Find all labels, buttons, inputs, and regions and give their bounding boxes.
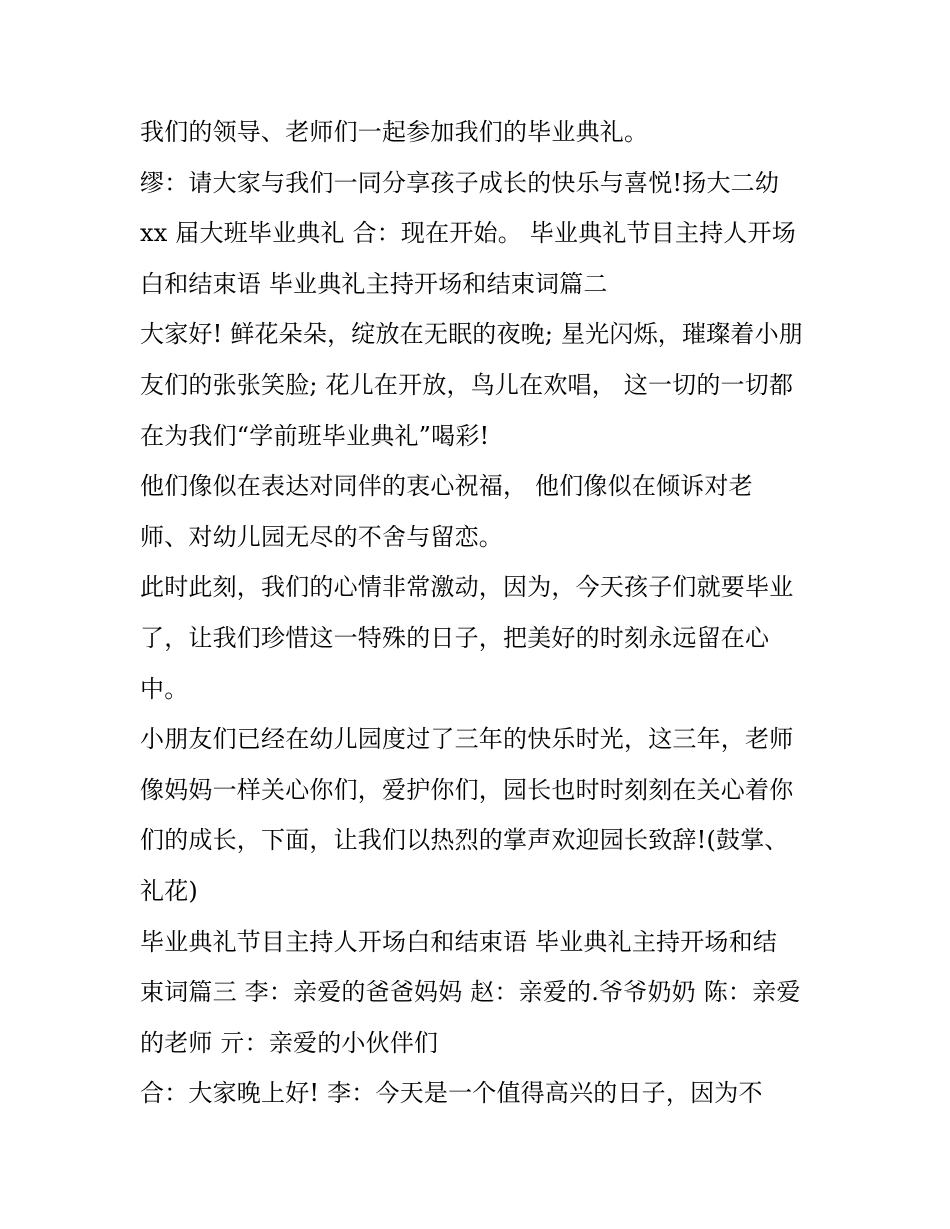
text-line: 束词篇三 李：亲爱的爸爸妈妈 赵：亲爱的.爷爷奶奶 陈：亲爱 [140, 978, 801, 1007]
text-line: 在为我们“学前班毕业典礼”喝彩! [140, 421, 490, 450]
text-line: 他们像似在表达对同伴的衷心祝福， 他们像似在倾诉对老 [140, 472, 753, 501]
text-line: 小朋友们已经在幼儿园度过了三年的快乐时光，这三年，老师 [140, 725, 794, 754]
text-line: 缪：请大家与我们一同分享孩子成长的快乐与喜悦!扬大二幼 [140, 168, 780, 197]
text-line: xx 届大班毕业典礼 合：现在开始。 毕业典礼节目主持人开场 [140, 219, 796, 248]
text-line: 礼花) [140, 876, 198, 905]
text-line: 像妈妈一样关心你们，爱护你们，园长也时时刻刻在关心着你 [140, 775, 794, 804]
text-line: 了，让我们珍惜这一特殊的日子，把美好的时刻永远留在心 [140, 623, 770, 652]
text-line: 中。 [140, 674, 189, 703]
text-line: 白和结束语 毕业典礼主持开场和结束词篇二 [140, 269, 608, 298]
text-line: 此时此刻，我们的心情非常激动，因为，今天孩子们就要毕业 [140, 573, 794, 602]
text-line: 毕业典礼节目主持人开场白和结束语 毕业典礼主持开场和结 [140, 927, 778, 956]
text-line: 的老师 亓：亲爱的小伙伴们 [140, 1028, 439, 1057]
document-body [140, 107, 840, 1119]
text-line: 大家好! 鲜花朵朵，绽放在无眠的夜晚; 星光闪烁，璀璨着小朋 [140, 320, 803, 349]
text-line: 合：大家晚上好! 李：今天是一个值得高兴的日子，因为不 [140, 1079, 763, 1108]
text-line: 我们的领导、老师们一起参加我们的毕业典礼。 [140, 118, 649, 146]
text-line: 师、对幼儿园无尽的不舍与留恋。 [140, 522, 503, 551]
text-line: 们的成长，下面，让我们以热烈的掌声欢迎园长致辞!(鼓掌、 [140, 826, 789, 855]
text-line: 友们的张张笑脸; 花儿在开放，鸟儿在欢唱， 这一切的一切都 [140, 370, 794, 399]
